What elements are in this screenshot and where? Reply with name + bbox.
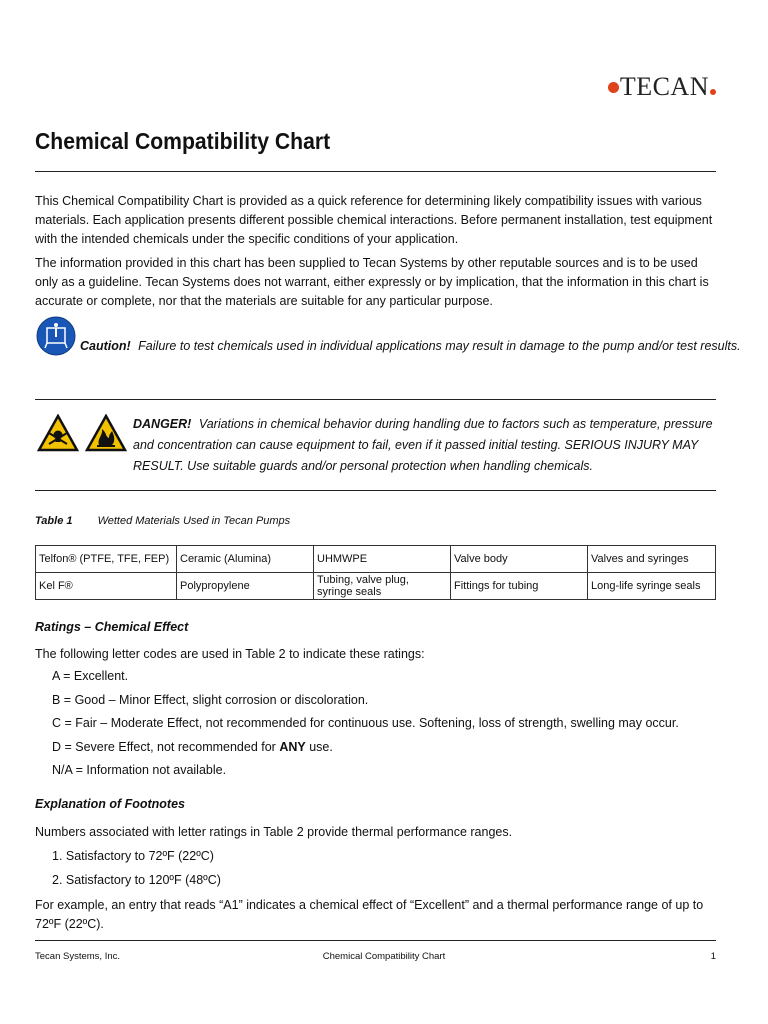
caution-note — [80, 339, 741, 353]
table1-label: Table 1 — [35, 515, 73, 527]
danger-message: Variations in chemical behavior during handling due to factors such as temperature, pressure and concentration can cause equipment to fail, even if it passed initial testing. SERIOUS INJURY MAY RESULT. Use suitable guards and/or personal protection when handling chemicals. — [133, 417, 713, 473]
table-cell: Polypropylene — [177, 573, 314, 600]
wetted-materials-table — [35, 545, 716, 600]
table-row — [36, 573, 716, 600]
logo-text: TECAN — [619, 72, 709, 101]
table1-title: Wetted Materials Used in Tecan Pumps — [97, 515, 291, 527]
ratings-list — [52, 665, 712, 783]
footnotes-heading: Explanation of Footnotes — [35, 797, 185, 811]
rating-d-emphasis: ANY — [279, 739, 306, 754]
list-item: 1. Satisfactory to 72ºF (22ºC) — [52, 849, 214, 863]
table-cell: Long-life syringe seals — [588, 573, 716, 600]
table-cell: Kel F® — [36, 573, 177, 600]
table-cell: Fittings for tubing — [451, 573, 588, 600]
ratings-intro: The following letter codes are used in Table 2 to indicate these ratings: — [35, 647, 425, 661]
danger-label: DANGER! — [133, 417, 192, 431]
footnotes-intro: Numbers associated with letter ratings in Table 2 provide thermal performance ranges. — [35, 825, 513, 839]
danger-icons — [37, 414, 127, 452]
list-item — [52, 736, 712, 760]
caution-message: Failure to test chemicals used in individual applications may result in damage to the pump and/or test results. — [138, 339, 741, 353]
caution-icon — [36, 316, 76, 356]
list-item: N/A = Information not available. — [52, 763, 227, 777]
toxic-warning-icon — [37, 414, 79, 452]
intro-paragraph-2: The information provided in this chart has been supplied to Tecan Systems by other reputable sources and is to be used only as a guideline. Tecan Systems does not warrant, either expressly or by implication, that the information in this chart is accurate or complete, nor that the materials are suitable for any particular purpose. — [35, 256, 709, 308]
danger-note — [133, 414, 718, 477]
table1-caption — [35, 515, 290, 527]
rating-d-suffix: use. — [305, 739, 333, 754]
table-cell: Ceramic (Alumina) — [177, 546, 314, 573]
page-title: Chemical Compatibility Chart — [35, 128, 331, 154]
table-cell: Valves and syringes — [588, 546, 716, 573]
caution-label: Caution! — [80, 339, 131, 353]
rating-d-prefix: D = Severe Effect, not recommended for — [52, 739, 280, 754]
footer-doc-title: Chemical Compatibility Chart — [322, 951, 446, 962]
logo-dot-right — [710, 89, 716, 95]
table-cell: Telfon® (PTFE, TFE, FEP) — [36, 546, 177, 573]
tecan-logo — [608, 72, 716, 102]
footer-page-number: 1 — [710, 951, 716, 962]
list-item: B = Good – Minor Effect, slight corrosion or discoloration. — [52, 692, 369, 707]
flammable-warning-icon — [85, 414, 127, 452]
footer-divider — [35, 940, 716, 941]
footnotes-example: For example, an entry that reads “A1” indicates a chemical effect of “Excellent” and a thermal performance range of up to 72ºF (22ºC). — [35, 898, 704, 931]
list-item: 2. Satisfactory to 120ºF (48ºC) — [52, 872, 221, 887]
title-divider — [35, 171, 716, 172]
table-row — [36, 546, 716, 573]
list-item: A = Excellent. — [52, 669, 129, 683]
table-cell: Tubing, valve plug, syringe seals — [314, 573, 451, 600]
footnotes-list — [52, 845, 712, 892]
table-cell: UHMWPE — [314, 546, 451, 573]
list-item: C = Fair – Moderate Effect, not recommended for continuous use. Softening, loss of strength, swelling may occur. — [52, 716, 679, 730]
table-cell: Valve body — [451, 546, 588, 573]
ratings-heading: Ratings – Chemical Effect — [35, 620, 189, 634]
intro-paragraph-1: This Chemical Compatibility Chart is provided as a quick reference for determining likely compatibility issues with various materials. Each application presents different possible chemical interactions. Before permanent installation, test equipment with the intended chemicals under the specific conditions of your application. — [35, 194, 713, 246]
logo-dot-left — [608, 82, 619, 93]
footer-company: Tecan Systems, Inc. — [35, 951, 121, 962]
